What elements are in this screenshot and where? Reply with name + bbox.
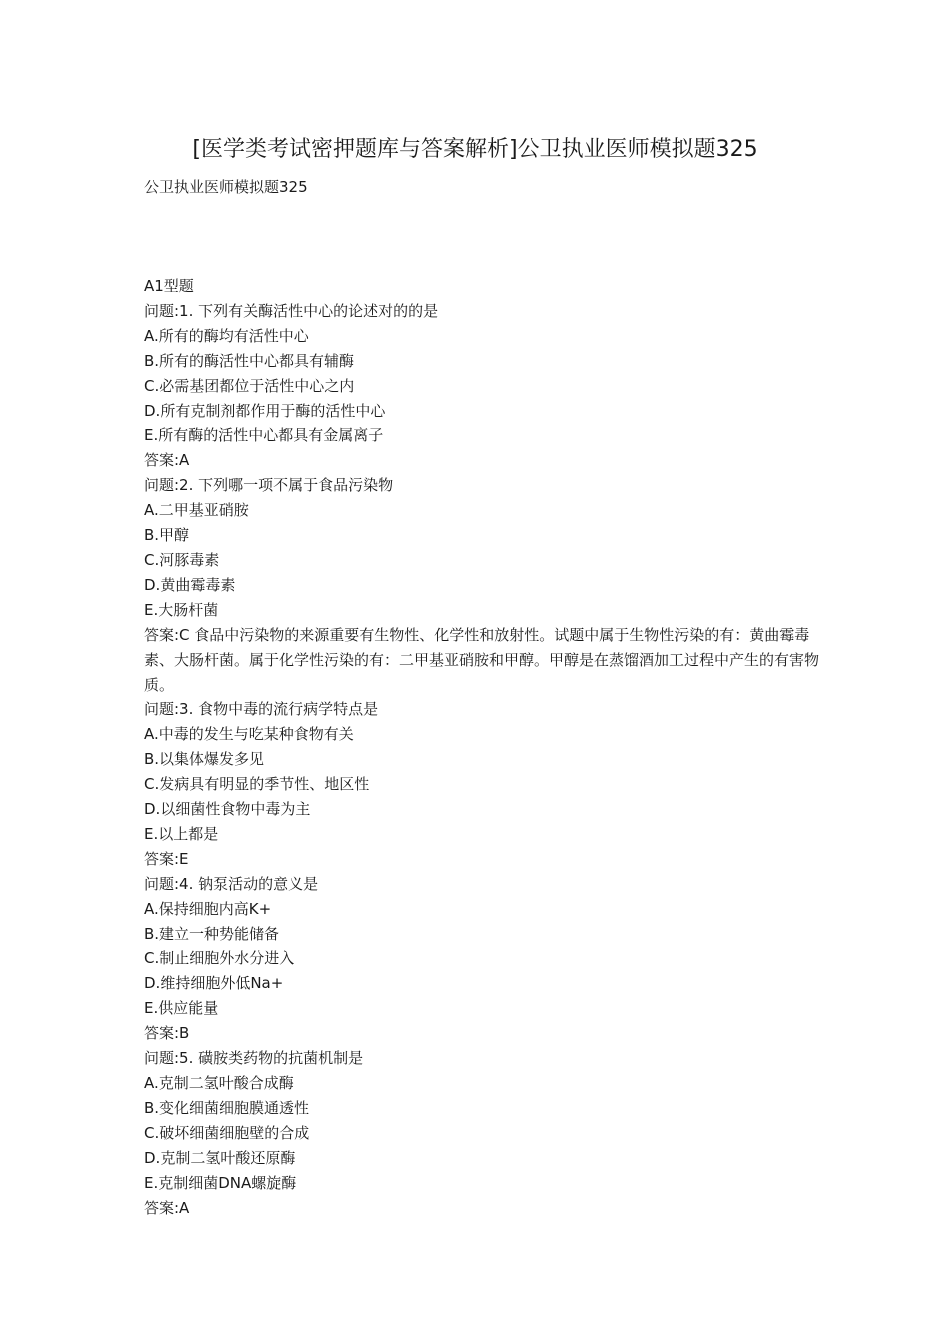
option: E.以上都是 (144, 824, 219, 843)
option: C.发病具有明显的季节性、地区性 (144, 775, 370, 794)
question-text: 问题:3. 食物中毒的流行病学特点是 (144, 700, 379, 719)
option: D.所有克制剂都作用于酶的活性中心 (144, 401, 386, 420)
page-subtitle: 公卫执业医师模拟题325 (144, 178, 308, 196)
option: D.黄曲霉毒素 (144, 575, 236, 594)
option: C.破坏细菌细胞壁的合成 (144, 1123, 310, 1142)
option: B.变化细菌细胞膜通透性 (144, 1098, 310, 1117)
option: C.制止细胞外水分进入 (144, 949, 295, 968)
answer: 答案:A (144, 1198, 190, 1217)
question-text: 问题:4. 钠泵活动的意义是 (144, 874, 319, 893)
answer: 答案:E (144, 849, 189, 868)
answer-explanation: 答案:C 食品中污染物的来源重要有生物性、化学性和放射性。试题中属于生物性污染的有：黄曲霉毒素、大肠杆菌。属于化学性污染的有：二甲基亚硝胺和甲醇。甲醇是在蒸馏酒加工过程中产生的有害物质。 (144, 625, 820, 694)
option: A.二甲基亚硝胺 (144, 501, 249, 520)
option: A.保持细胞内高K+ (144, 899, 272, 918)
option: A.克制二氢叶酸合成酶 (144, 1074, 294, 1092)
option: B.甲醇 (144, 526, 190, 545)
question-text: 问题:5. 磺胺类药物的抗菌机制是 (144, 1049, 364, 1068)
option: B.以集体爆发多见 (144, 750, 265, 769)
option: E.克制细菌DNA螺旋酶 (144, 1173, 297, 1192)
answer: 答案:A (144, 451, 190, 470)
option: C.河豚毒素 (144, 550, 220, 569)
option: D.克制二氢叶酸还原酶 (144, 1148, 296, 1167)
question-list (144, 274, 824, 1220)
option: D.维持细胞外低Na+ (144, 974, 284, 993)
question-text: 问题:1. 下列有关酶活性中心的论述对的的是 (144, 301, 439, 320)
section-heading: A1型题 (144, 277, 194, 295)
option: B.建立一种势能储备 (144, 924, 280, 943)
option: C.必需基团都位于活性中心之内 (144, 376, 355, 395)
option: B.所有的酶活性中心都具有辅酶 (144, 351, 355, 370)
question-text: 问题:2. 下列哪一项不属于食品污染物 (144, 476, 394, 495)
page-title: [医学类考试密押题库与答案解析]公卫执业医师模拟题325 (192, 137, 758, 162)
option: E.所有酶的活性中心都具有金属离子 (144, 426, 384, 445)
option: E.供应能量 (144, 999, 219, 1018)
option: D.以细菌性食物中毒为主 (144, 800, 311, 819)
option: E.大肠杆菌 (144, 600, 219, 619)
option: A.所有的酶均有活性中心 (144, 326, 309, 345)
option: A.中毒的发生与吃某种食物有关 (144, 725, 354, 744)
answer: 答案:B (144, 1024, 190, 1043)
